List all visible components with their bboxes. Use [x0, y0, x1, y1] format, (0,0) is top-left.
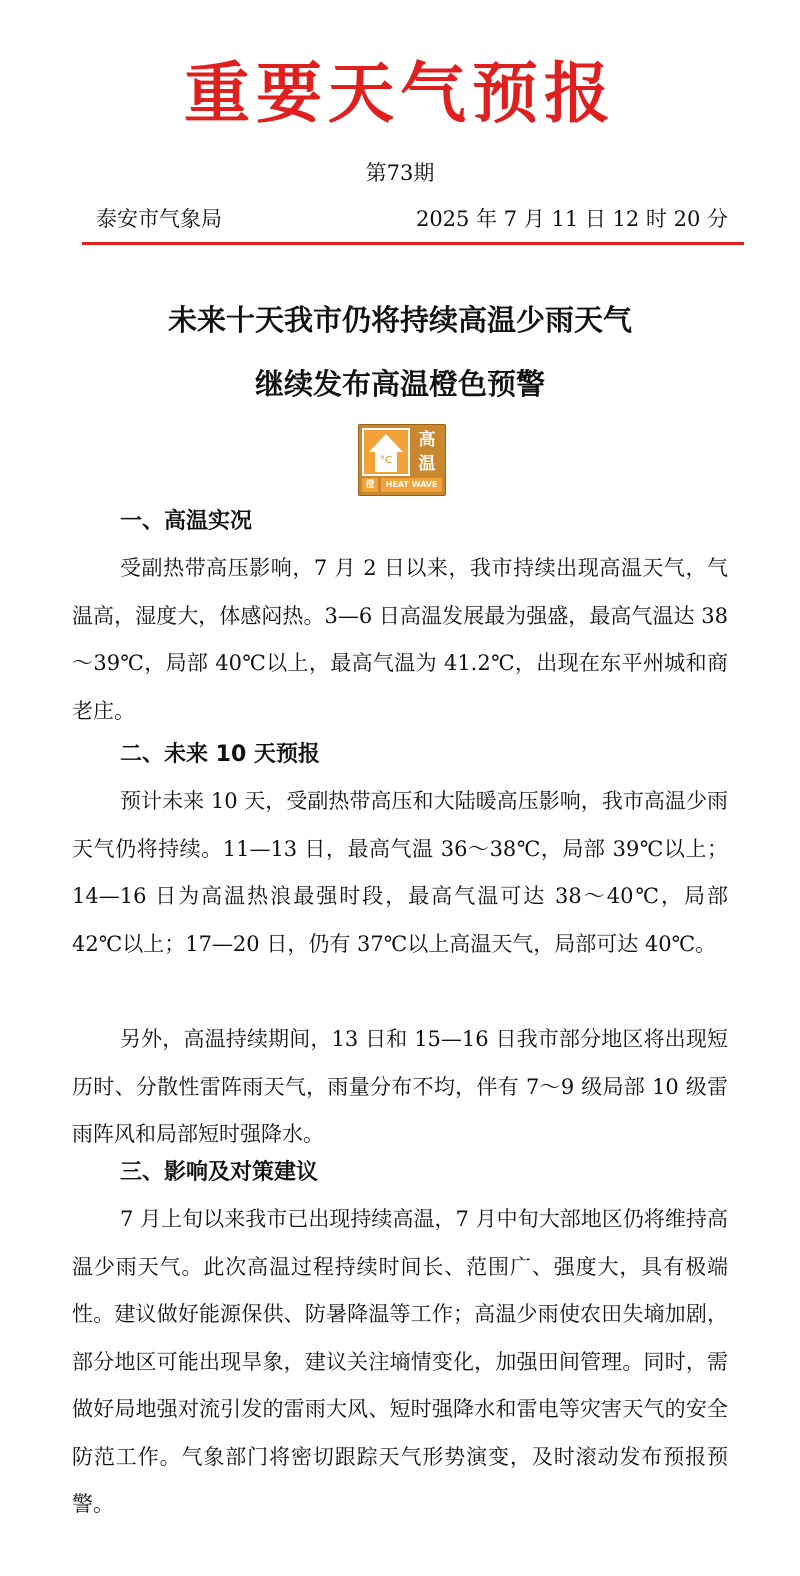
warning-char-top: 高: [418, 430, 436, 450]
issue-number: 第73期: [365, 161, 435, 185]
section-2-paragraph-1: 预计未来 10 天，受副热带高压和大陆暖高压影响，我市高温少雨天气仍将持续。11—13 日，最高气温 36～38℃，局部 39℃以上；14—16 日为高温热浪最强时段，最高气温可达 38～40℃，局部 42℃以上；17—20 日，仍有 37℃以上高温天气，局部可达 40℃。: [72, 789, 728, 956]
issuing-agency: 泰安市气象局: [96, 207, 222, 231]
section-1-paragraph: 受副热带高压影响，7 月 2 日以来，我市持续出现高温天气，气温高，湿度大，体感闷热。3—6 日高温发展最为强盛，最高气温达 38～39℃，局部 40℃以上，最高气温为 41.2℃，出现在东平州城和商老庄。: [72, 556, 728, 723]
issue-datetime: 2025 年 7 月 11 日 12 时 20 分: [415, 207, 728, 231]
warning-level: 橙: [362, 478, 378, 492]
headline-line-1: 未来十天我市仍将持续高温少雨天气: [167, 303, 632, 337]
red-divider: [82, 242, 744, 245]
section-heading-2: 二、未来 10 天预报: [120, 742, 320, 767]
warning-char-bottom: 温: [418, 454, 436, 474]
heat-warning-icon: [358, 424, 446, 496]
headline-line-2: 继续发布高温橙色预警: [254, 367, 545, 401]
temperature-symbol: °C: [375, 450, 397, 472]
section-3-paragraph: 7 月上旬以来我市已出现持续高温，7 月中旬大部地区仍将维持高温少雨天气。此次高温过程持续时间长、范围广、强度大，具有极端性。建议做好能源保供、防暑降温等工作；高温少雨使农田失墒加剧，部分地区可能出现旱象，建议关注墒情变化，加强田间管理。同时，需做好局地强对流引发的雷雨大风、短时强降水和雷电等灾害天气的安全防范工作。气象部门将密切跟踪天气形势演变，及时滚动发布预报预警。: [72, 1207, 728, 1516]
thermometer-panel: [362, 428, 410, 476]
section-2-paragraph-2: 另外，高温持续期间，13 日和 15—16 日我市部分地区将出现短历时、分散性雷阵雨天气，雨量分布不均，伴有 7～9 级局部 10 级雷雨阵风和局部短时强降水。: [72, 1027, 728, 1146]
warning-type-chars: [413, 428, 441, 476]
document-title: 重要天气预报: [184, 54, 616, 132]
section-heading-1: 一、高温实况: [120, 509, 253, 534]
section-heading-3: 三、影响及对策建议: [120, 1160, 319, 1185]
heat-wave-label: HEAT WAVE: [381, 478, 442, 492]
badge-footer: [362, 478, 442, 492]
